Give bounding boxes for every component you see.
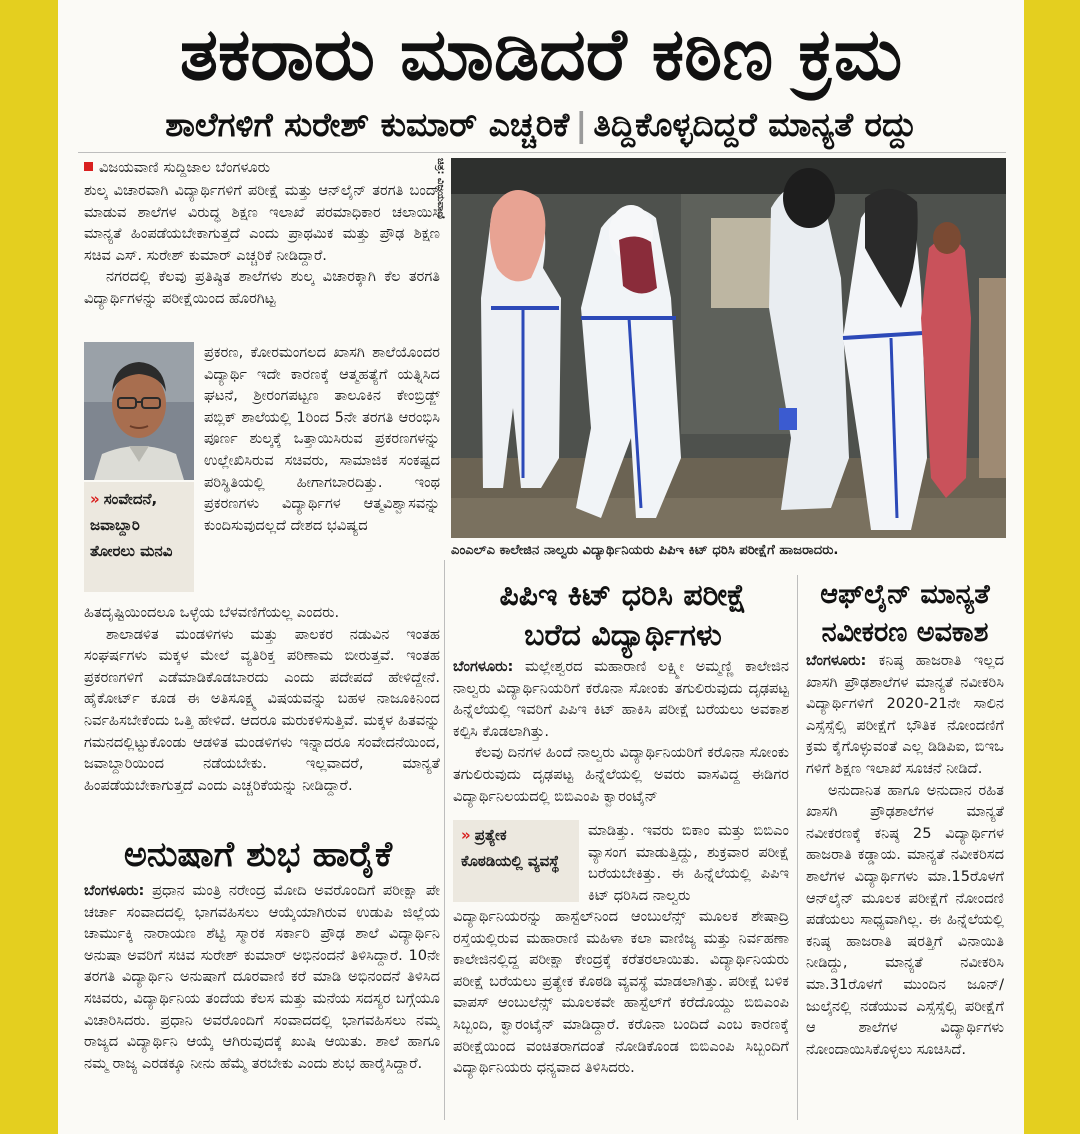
main-story-paragraph-3: ಶಾಲಾಡಳಿತ ಮಂಡಳಿಗಳು ಮತ್ತು ಪಾಲಕರ ನಡುವಿನ ಇಂತಹ ಸಂಘರ್ಷಗಳು ಮಕ್ಕಳ ಮೇಲೆ ವ್ಯತಿರಿಕ್ತ ಪರಿಣಾಮ ಬೀರುತ್ತವೆ. ಇಂತಹ ಪ್ರಕರಣಗಳಿಗೆ ಎಡೆಮಾಡಿಕೊಡಬಾರದು ಎಂದು ಪದೇಪದೆ ಹೇಳಿದ್ದೇನೆ. ಹೈಕೋರ್ಟ್ ಕೂಡ ಈ ಅತಿಸೂಕ್ಷ್ಮ ವಿಷಯವನ್ನು ಬಹಳ ನಾಜೂಕಿನಿಂದ ನಿರ್ವಹಿಸಬೇಕೆಂದು ಒತ್ತಿ ಹೇಳಿದೆ. ಆದರೂ ಮರುಕಳಿಸುತ್ತಿವೆ. ಮಕ್ಕಳ ಹಿತವನ್ನು ಗಮನದಲ್ಲಿಟ್ಟುಕೊಂಡು ಆಡಳಿತ ಮಂಡಳಿಗಳು ಇನ್ನಾದರೂ ಸಂವೇದನೆಯಿಂದ, ಜವಾಬ್ದಾರಿಯಿಂದ ನಡೆಯಬೇಕು. ಇಲ್ಲವಾದರೆ, ಮಾನ್ಯತೆ ಹಿಂಪಡೆಯಬೇಕಾಗುತ್ತದೆ ಎಂದು ಎಚ್ಚರಿಕೆಯನ್ನು ನೀಡಿದ್ದಾರೆ. <box>84 625 440 794</box>
column-rule-1 <box>444 560 445 1120</box>
story4-paragraph-2: ಅನುದಾನಿತ ಹಾಗೂ ಅನುದಾನ ರಹಿತ ಖಾಸಗಿ ಪ್ರೌಢಶಾಲೆಗಳ ಮಾನ್ಯತೆ ನವೀಕರಣಕ್ಕೆ ಕನಿಷ್ಠ 25 ವಿದ್ಯಾರ್ಥಿಗಳ ಹಾಜರಾತಿ ಕಡ್ಡಾಯ. ಮಾನ್ಯತೆ ನವೀಕರಿಸದ ಶಾಲೆಗಳ ವಿದ್ಯಾರ್ಥಿಗಳು ಮಾ.15ರೊಳಗೆ ಆನ್‌ಲೈನ್ ಮೂಲಕ ಪರೀಕ್ಷೆಗೆ ನೋಂದಣಿ ಪಡೆಯಲು ಸಾಧ್ಯವಾಗಿಲ್ಲ. ಈ ಹಿನ್ನೆಲೆಯಲ್ಲಿ ಕನಿಷ್ಠ ಹಾಜರಾತಿ ಷರತ್ತಿಗೆ ವಿನಾಯಿತಿ ನೀಡಿದ್ದು, ಮಾನ್ಯತೆ ನವೀಕರಿಸಿ ಮಾ.31ರೊಳಗೆ ಮುಂದಿನ ಜೂನ್/ಜುಲೈನಲ್ಲಿ ನಡೆಯುವ ಎಸ್ಸೆಸ್ಸೆಲ್ಸಿ ಪರೀಕ್ಷೆಗೆ ಆ ಶಾಲೆಗಳ ವಿದ್ಯಾರ್ಥಿಗಳು ನೋಂದಾಯಿಸಿಕೊಳ್ಳಲು ಸೂಚಿಸಿದೆ. <box>806 781 1004 1058</box>
column-rule-2 <box>797 575 798 1120</box>
story3-dateline: ಬೆಂಗಳೂರು: <box>453 658 514 675</box>
story3-text-1: ಮಲ್ಲೇಶ್ವರದ ಮಹಾರಾಣಿ ಲಕ್ಷ್ಮೀ ಅಮ್ಮಣ್ಣಿ ಕಾಲೇಜಿನ ನಾಲ್ವರು ವಿದ್ಯಾರ್ಥಿನಿಯರಿಗೆ ಕರೊನಾ ಸೋಂಕು ತಗುಲಿರುವುದು ದೃಢಪಟ್ಟ ಹಿನ್ನೆಲೆಯಲ್ಲಿ ಇವರಿಗೆ ಪಿಪಿಇ ಕಿಟ್ ಹಾಕಿಸಿ ಪರೀಕ್ಷೆ ಬರೆಯಲು ಅವಕಾಶ ಕಲ್ಪಿಸಿ ಕೊಡಲಾಗಿತ್ತು. <box>453 658 789 740</box>
main-story-paragraph-2c: ಹಿತದೃಷ್ಟಿಯಿಂದಲೂ ಒಳ್ಳೆಯ ಬೆಳವಣಿಗೆಯಲ್ಲ ಎಂದರು. <box>84 604 340 621</box>
story2-headline: ಅನುಷಾಗೆ ಶುಭ ಹಾರೈಕೆ <box>123 835 393 875</box>
story4-paragraph-1 <box>806 650 1004 780</box>
chevron-right-icon: » <box>90 490 100 508</box>
story4-headline-line1: ಆಫ್‌ಲೈನ್ ಮಾನ್ಯತೆ <box>820 579 990 610</box>
right-margin-strip <box>1024 0 1080 1134</box>
byline <box>84 158 424 178</box>
byline-marker <box>84 162 93 171</box>
story3-headline <box>450 576 796 656</box>
story3-paragraph-2b: ಮಾಡಿತ್ತು. ಇವರು ಬಿಕಾಂ ಮತ್ತು ಬಿಬಿಎಂ ವ್ಯಾಸಂಗ ಮಾಡುತ್ತಿದ್ದು, ಶುಕ್ರವಾರ ಪರೀಕ್ಷೆ ಬರೆಯಬೇಕಿತ್ತು. ಈ ಹಿನ್ನೆಲೆಯಲ್ಲಿ ಪಿಪಿಇ ಕಿಟ್ ಧರಿಸಿದ ನಾಲ್ವರು <box>588 822 789 904</box>
chevron-right-icon: » <box>461 826 471 844</box>
sub-headline <box>58 100 1024 150</box>
photo-credit-vertical: ಚಿತ್ರ: ವಿಜಯವಾಣಿ <box>435 158 446 219</box>
newspaper-page <box>58 0 1024 1134</box>
story3-body-top <box>453 656 789 818</box>
story4-body <box>806 650 1004 1124</box>
story4-dateline: ಬೆಂಗಳೂರು: <box>806 652 867 669</box>
story3-paragraph-2a: ಕೆಲವು ದಿನಗಳ ಹಿಂದೆ ನಾಲ್ವರು ವಿದ್ಯಾರ್ಥಿನಿಯರಿಗೆ ಕರೊನಾ ಸೋಂಕು ತಗುಲಿರುವುದು ದೃಢಪಟ್ಟ ಹಿನ್ನೆಲೆಯಲ್ಲಿ ಅವರು ವಾಸವಿದ್ದ ಈಡಿಗರ ವಿದ್ಯಾರ್ಥಿನಿಲಯದಲ್ಲಿ ಬಿಬಿಎಂಪಿ ಕ್ವಾರಂಟೈನ್ <box>453 744 789 805</box>
main-story-continued <box>84 602 440 828</box>
highlight-box-text: ಸಂವೇದನೆ, ಜವಾಬ್ದಾರಿ ತೋರಲು ಮನವಿ <box>90 490 173 560</box>
story3-body-wrap <box>588 820 789 906</box>
sub-headline-left: ಶಾಲೆಗಳಿಗೆ ಸುರೇಶ್ ಕುಮಾರ್ ಎಚ್ಚರಿಕೆ <box>165 105 570 144</box>
highlight-box <box>84 482 194 592</box>
byline-text: ವಿಜಯವಾಣಿ ಸುದ್ದಿಜಾಲ ಬೆಂಗಳೂರು <box>99 159 271 176</box>
story3-body-bottom <box>453 906 789 1124</box>
story2-dateline: ಬೆಂಗಳೂರು: <box>84 882 145 899</box>
header-rule <box>78 152 1006 153</box>
main-story-lead <box>84 180 440 340</box>
story3-headline-line2: ಬರೆದ ವಿದ್ಯಾರ್ಥಿಗಳು <box>524 618 722 653</box>
story4-text-1: ಕನಿಷ್ಠ ಹಾಜರಾತಿ ಇಲ್ಲದ ಖಾಸಗಿ ಪ್ರೌಢಶಾಲೆಗಳ ಮಾನ್ಯತೆ ನವೀಕರಿಸಿ ವಿದ್ಯಾರ್ಥಿಗಳಿಗೆ 2020-21ನೇ ಸಾಲಿನ ಎಸ್ಸೆಸ್ಸೆಲ್ಸಿ ಪರೀಕ್ಷೆಗೆ ಭೌತಿಕ ನೋಂದಣಿಗೆ ಕ್ರಮ ಕೈಗೊಳ್ಳುವಂತೆ ಎಲ್ಲ ಡಿಡಿಪಿಐ, ಬಿಇಒ ಗಳಿಗೆ ಶಿಕ್ಷಣ ಇಲಾಖೆ ಸೂಚನೆ ನೀಡಿದೆ. <box>806 652 1004 777</box>
main-story-paragraph-2b: ಪ್ರಕರಣ, ಕೋರಮಂಗಲದ ಖಾಸಗಿ ಶಾಲೆಯೊಂದರ ವಿದ್ಯಾರ್ಥಿ ಇದೇ ಕಾರಣಕ್ಕೆ ಆತ್ಮಹತ್ಯೆಗೆ ಯತ್ನಿಸಿದ ಘಟನೆ, ಶ್ರೀರಂಗಪಟ್ಟಣ ತಾಲೂಕಿನ ಕೇಂಬ್ರಿಡ್ಜ್ ಪಬ್ಲಿಕ್ ಶಾಲೆಯಲ್ಲಿ 1ರಿಂದ 5ನೇ ತರಗತಿ ಆರಂಭಿಸಿ ಪೂರ್ಣ ಶುಲ್ಕಕ್ಕೆ ಒತ್ತಾಯಿಸಿರುವ ಪ್ರಕರಣಗಳನ್ನು ಉಲ್ಲೇಖಿಸಿರುವ ಸಚಿವರು, ಸಾಮಾಜಿಕ ಸಂಕಷ್ಟದ ಪರಿಸ್ಥಿತಿಯಲ್ಲಿ ಹೀಗಾಗಬಾರದಿತ್ತು. ಇಂಥ ಪ್ರಕರಣಗಳು ವಿದ್ಯಾರ್ಥಿಗಳ ಆತ್ಮವಿಶ್ವಾಸವನ್ನು ಕುಂದಿಸುವುದಲ್ಲದೆ ದೇಶದ ಭವಿಷ್ಯದ <box>204 344 440 534</box>
main-headline: ತಕರಾರು ಮಾಡಿದರೆ ಕಠಿಣ ಕ್ರಮ <box>179 12 903 96</box>
main-story-paragraph-2a: ನಗರದಲ್ಲಿ ಕೆಲವು ಪ್ರತಿಷ್ಠಿತ ಶಾಲೆಗಳು ಶುಲ್ಕ ವಿಚಾರಕ್ಕಾಗಿ ಕೆಲ ತರಗತಿ ವಿದ್ಯಾರ್ಥಿಗಳನ್ನು ಪರೀಕ್ಷೆಯಿಂದ ಹೊರಗಿಟ್ಟ <box>84 268 440 307</box>
story3-paragraph-1 <box>453 656 789 742</box>
story2-text: ಪ್ರಧಾನ ಮಂತ್ರಿ ನರೇಂದ್ರ ಮೋದಿ ಅವರೊಂದಿಗೆ ಪರೀಕ್ಷಾ ಪೇ ಚರ್ಚಾ ಸಂವಾದದಲ್ಲಿ ಭಾಗವಹಿಸಲು ಆಯ್ಕೆಯಾಗಿರುವ ಉಡುಪಿ ಜಿಲ್ಲೆಯ ಚಾರ್ಮುಕ್ಕಿ ನಾರಾಯಣ ಶೆಟ್ಟಿ ಸ್ಮಾರಕ ಸರ್ಕಾರಿ ಪ್ರೌಢ ಶಾಲೆ ವಿದ್ಯಾರ್ಥಿನಿ ಅನುಷಾ ಅವರಿಗೆ ಸಚಿವ ಸುರೇಶ್ ಕುಮಾರ್ ಅಭಿನಂದನೆ ತಿಳಿಸಿದ್ದಾರೆ. 10ನೇ ತರಗತಿ ವಿದ್ಯಾರ್ಥಿನಿ ಅನುಷಾಗೆ ದೂರವಾಣಿ ಕರೆ ಮಾಡಿ ಅಭಿನಂದನೆ ತಿಳಿಸಿದ ಸಚಿವರು, ವಿದ್ಯಾರ್ಥಿನಿಯ ತಂದೆಯ ಕೆಲಸ ಮತ್ತು ಮನೆಯ ಸದಸ್ಯರ ಬಗ್ಗೆಯೂ ವಿಚಾರಿಸಿದರು. ಪ್ರಧಾನಿ ಅವರೊಂದಿಗೆ ಸಂವಾದದಲ್ಲಿ ಭಾಗವಹಿಸಲು ನಮ್ಮ ರಾಜ್ಯದ ವಿದ್ಯಾರ್ಥಿನಿ ಆಯ್ಕೆ ಆಗಿರುವುದಕ್ಕೆ ಖುಷಿ ಆಯಿತು. ಶಾಲೆ ಹಾಗೂ ನಮ್ಮ ರಾಜ್ಯ ಎರಡಕ್ಕೂ ನೀನು ಹೆಮ್ಮೆ ತರಬೇಕು ಎಂದು ಶುಭ ಹಾರೈಸಿದ್ದಾರೆ. <box>84 882 440 1072</box>
photo-caption: ಎಂಎಲ್‌ಎ ಕಾಲೇಜಿನ ನಾಲ್ವರು ವಿದ್ಯಾರ್ಥಿನಿಯರು ಪಿಪಿಇ ಕಿಟ್ ಧರಿಸಿ ಪರೀಕ್ಷೆಗೆ ಹಾಜರಾದರು. <box>451 543 839 558</box>
highlight-box-2 <box>453 820 579 902</box>
sub-headline-right: ತಿದ್ದಿಕೊಳ್ಳದಿದ್ದರೆ ಮಾನ್ಯತೆ ರದ್ದು <box>593 105 917 144</box>
story3-paragraph-2c: ವಿದ್ಯಾರ್ಥಿನಿಯರನ್ನು ಹಾಸ್ಟೆಲ್‌ನಿಂದ ಆಂಬುಲೆನ್ಸ್ ಮೂಲಕ ಶೇಷಾದ್ರಿ ರಸ್ತೆಯಲ್ಲಿರುವ ಮಹಾರಾಣಿ ಮಹಿಳಾ ಕಲಾ ವಾಣಿಜ್ಯ ಮತ್ತು ನಿರ್ವಹಣಾ ಕಾಲೇಜಿನಲ್ಲಿದ್ದ ಪರೀಕ್ಷಾ ಕೇಂದ್ರಕ್ಕೆ ಕರೆತರಲಾಯಿತು. ವಿದ್ಯಾರ್ಥಿನಿಯರು ಪರೀಕ್ಷೆ ಬರೆಯಲು ಪ್ರತ್ಯೇಕ ಕೊಠಡಿ ವ್ಯವಸ್ಥೆ ಮಾಡಲಾಗಿತ್ತು. ಪರೀಕ್ಷೆ ಬಳಿಕ ವಾಪಸ್ ಆಂಬುಲೆನ್ಸ್ ಮೂಲಕವೇ ಹಾಸ್ಟೆಲ್‌ಗೆ ಕರೆದೊಯ್ದು ಬಿಬಿಎಂಪಿ ಸಿಬ್ಬಂದಿ, ಕ್ವಾರಂಟೈನ್ ಮಾಡಿದ್ದಾರೆ. ಕರೊನಾ ಬಂದಿದೆ ಎಂಬ ಕಾರಣಕ್ಕೆ ಪರೀಕ್ಷೆಯಿಂದ ವಂಚಿತರಾಗದಂತೆ ನೋಡಿಕೊಂಡ ಬಿಬಿಎಂಪಿ ಸಿಬ್ಬಂದಿಗೆ ವಿದ್ಯಾರ್ಥಿನಿಯರು ಧನ್ಯವಾದ ತಿಳಿಸಿದರು. <box>453 908 789 1077</box>
story2-paragraph <box>84 880 440 1074</box>
story3-headline-line1: ಪಿಪಿಇ ಕಿಟ್ ಧರಿಸಿ ಪರೀಕ್ಷೆ <box>499 578 747 613</box>
minister-portrait-image <box>84 342 194 480</box>
ppe-students-image <box>451 158 1006 538</box>
story4-headline <box>802 576 1008 652</box>
story4-headline-line2: ನವೀಕರಣ ಅವಕಾಶ <box>821 617 989 648</box>
ppe-students-photo <box>451 158 1006 538</box>
left-margin-strip <box>0 0 58 1134</box>
highlight-box-2-text: ಪ್ರತ್ಯೇಕ ಕೊಠಡಿಯಲ್ಲಿ ವ್ಯವಸ್ಥೆ <box>461 826 560 870</box>
story2-body <box>84 880 440 1124</box>
main-story-wrap <box>204 342 440 600</box>
sub-headline-separator: | <box>575 105 588 144</box>
minister-portrait <box>84 342 194 480</box>
main-story-paragraph-1: ಶುಲ್ಕ ವಿಚಾರವಾಗಿ ವಿದ್ಯಾರ್ಥಿಗಳಿಗೆ ಪರೀಕ್ಷೆ ಮತ್ತು ಆನ್‌ಲೈನ್ ತರಗತಿ ಬಂದ್ ಮಾಡುವ ಶಾಲೆಗಳ ವಿರುದ್ಧ ಶಿಕ್ಷಣ ಇಲಾಖೆ ಪರಮಾಧಿಕಾರ ಚಲಾಯಿಸಿ ಮಾನ್ಯತೆ ಹಿಂಪಡೆಯಬೇಕಾಗುತ್ತದೆ ಎಂದು ಪ್ರಾಥಮಿಕ ಮತ್ತು ಪ್ರೌಢ ಶಿಕ್ಷಣ ಸಚಿವ ಎಸ್. ಸುರೇಶ್ ಕುಮಾರ್ ಎಚ್ಚರಿಕೆ ನೀಡಿದ್ದಾರೆ. <box>84 182 440 264</box>
